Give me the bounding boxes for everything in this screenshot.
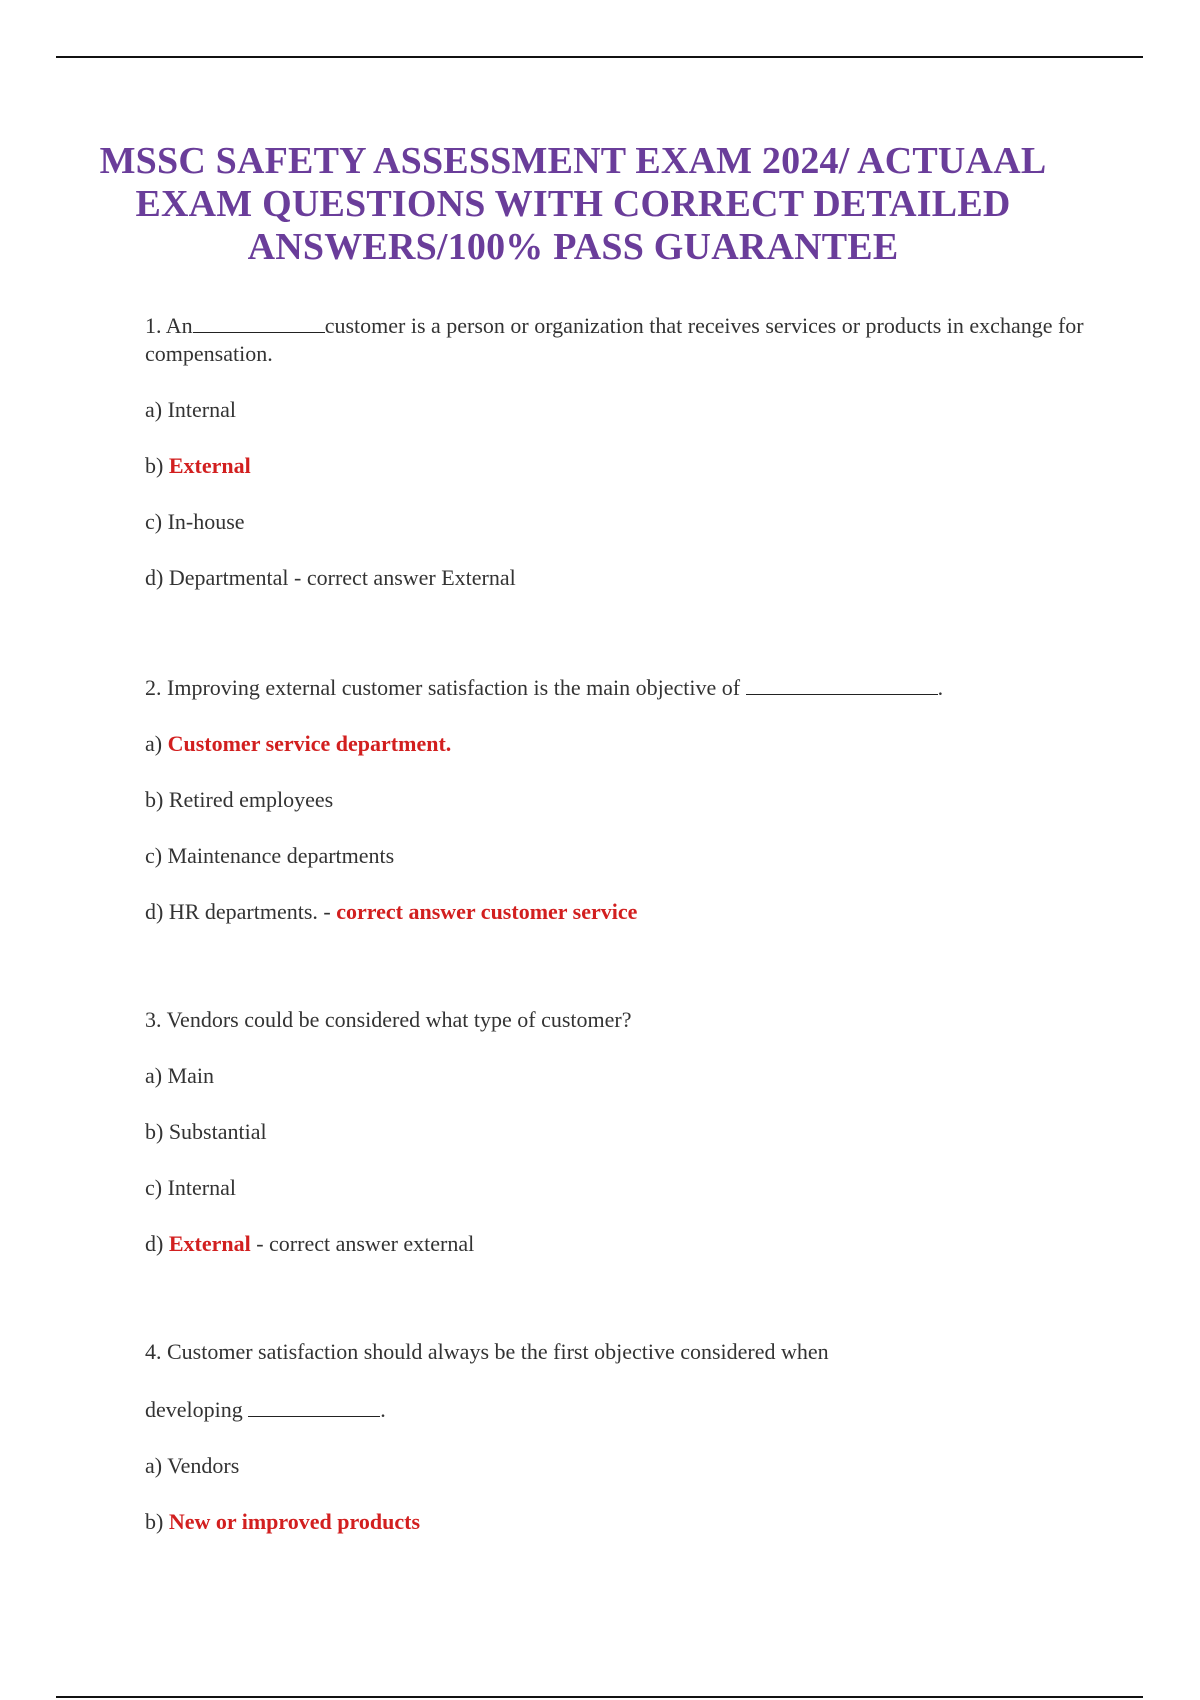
option-3d-suffix: - correct answer external [256,1231,475,1256]
question-2-text-pre: 2. Improving external customer satisfaction is the main objective of [145,675,741,700]
option-3a: a) Main [145,1063,215,1088]
option-2b: b) Retired employees [145,787,334,812]
answer-blank [193,310,325,333]
option-3d [145,1230,1095,1258]
option-1b-prefix: b) [145,453,164,478]
bottom-rule [56,1696,1143,1698]
option-2d-prefix: d) HR departments. - [145,899,331,924]
option-1b [145,452,1095,480]
document-title: MSSC SAFETY ASSESSMENT EXAM 2024/ ACTUAAL EXAM QUESTIONS WITH CORRECT DETAILED ANSWERS/100% PASS GUARANTEE [99,140,1047,268]
question-3: 3. Vendors could be considered what type of customer? [145,1007,632,1032]
option-4b [145,1508,1095,1536]
option-3d-correct: External [168,1231,251,1256]
question-list [145,310,1095,1536]
question-4-line-1: 4. Customer satisfaction should always be the first objective considered when [145,1339,829,1364]
option-2a-correct: Customer service department. [167,731,452,756]
top-rule [56,56,1143,58]
question-1-text-pre: 1. An [145,313,193,338]
option-2a [145,730,1095,758]
answer-blank [248,1394,380,1417]
question-2-text-post: . [937,675,944,700]
question-1-text-post: customer is a person or organization that receives services or products in exchange for compensation. [145,313,1084,366]
option-1d: d) Departmental - correct answer External [145,565,516,590]
option-1b-correct: External [168,453,251,478]
option-1a: a) Internal [145,397,236,422]
question-2 [145,672,1095,702]
question-4-text-pre: developing [145,1397,243,1422]
option-1c: c) In-house [145,509,245,534]
option-4b-prefix: b) [145,1509,164,1534]
option-4b-correct: New or improved products [168,1509,421,1534]
option-3b: b) Substantial [145,1119,267,1144]
option-4a: a) Vendors [145,1453,240,1478]
question-4-line-2 [145,1394,1095,1424]
option-3c: c) Internal [145,1175,236,1200]
option-3d-prefix: d) [145,1231,164,1256]
option-2d [145,898,1095,926]
question-1 [145,310,1095,368]
option-2c: c) Maintenance departments [145,843,395,868]
answer-blank [746,672,938,695]
option-2d-correct: correct answer customer service [336,899,638,924]
option-2a-prefix: a) [145,731,163,756]
question-4-text-post: . [380,1397,386,1422]
